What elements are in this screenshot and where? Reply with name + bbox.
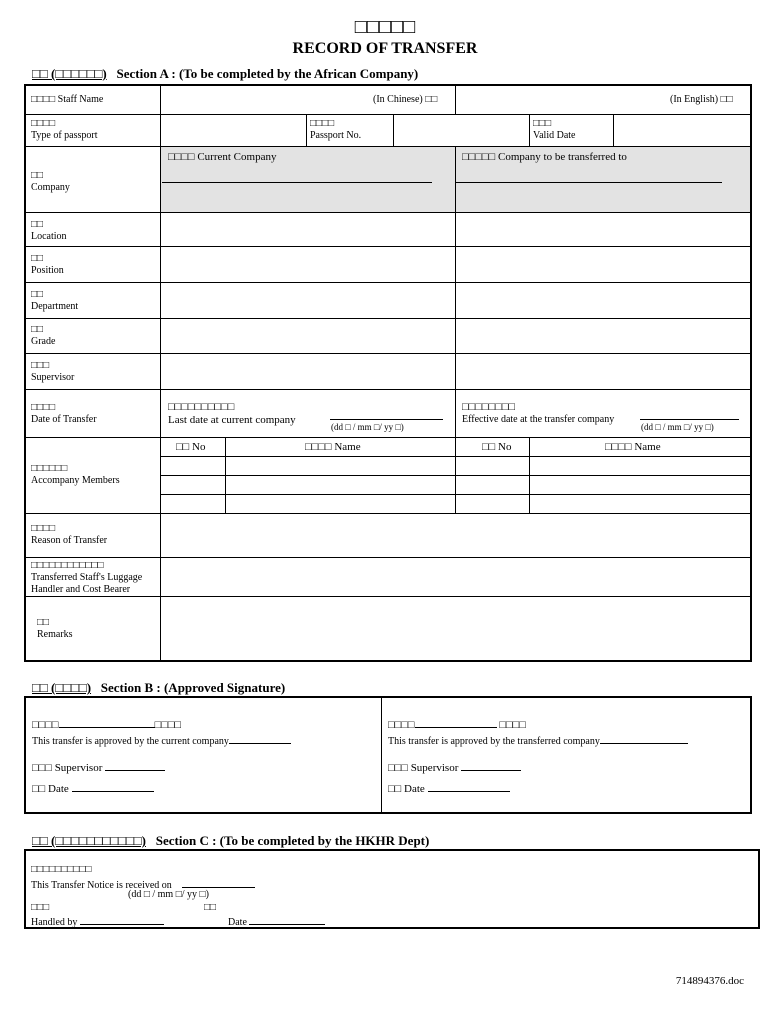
accompany-members-label: □□□□□□ Accompany Members <box>31 463 120 486</box>
passport-type-label: □□□□ Type of passport <box>31 118 98 141</box>
last-date-format: (dd □ / mm □/ yy □) <box>331 422 404 432</box>
approve-current-en: This transfer is approved by the current company <box>32 733 291 748</box>
effective-date-line[interactable] <box>640 419 739 420</box>
effective-date-label: □□□□□□□□ Effective date at the transfer company <box>462 401 615 425</box>
luggage-label: □□□□□□□□□□□□ Transferred Staff's Luggage Handler and Cost Bearer <box>31 560 143 595</box>
form-title-en: RECORD OF TRANSFER <box>292 40 478 57</box>
section-b-box <box>24 696 752 814</box>
effective-date-format: (dd □ / mm □/ yy □) <box>641 422 714 432</box>
reason-label: □□□□ Reason of Transfer <box>31 523 108 546</box>
last-date-line[interactable] <box>330 419 443 420</box>
section-a-heading-en: Section A : (To be completed by the African Company) <box>116 66 419 81</box>
current-company-line[interactable] <box>162 182 432 183</box>
received-en[interactable]: This Transfer Notice is received on <box>31 877 255 892</box>
staff-name-label: □□□□ Staff Name <box>31 94 104 105</box>
valid-date-label: □□□ Valid Date <box>533 118 576 141</box>
company-label: □□ Company <box>31 170 70 193</box>
transfer-company-line[interactable] <box>456 182 722 183</box>
remarks-label: □□ Remarks <box>37 617 73 640</box>
accompany-name-header-left: □□□□ Name <box>305 441 361 453</box>
approve-current-cn: □□□□ □□□□ <box>32 719 182 731</box>
in-english-label: (In English) □□ <box>670 94 733 105</box>
accompany-no-header-right: □□ No <box>482 441 512 453</box>
department-label: □□ Department <box>31 289 79 312</box>
form-title-cn: □□□□□ <box>354 16 416 38</box>
footer-filename: 714894376.doc <box>675 975 744 987</box>
position-label: □□ Position <box>31 253 64 276</box>
location-label: □□ Location <box>31 219 67 242</box>
accompany-name-header-right: □□□□ Name <box>605 441 661 453</box>
approve-transferred-en: This transfer is approved by the transferred company <box>388 733 688 748</box>
section-b-heading: □□ (□□□□) Section B : (Approved Signature) <box>32 680 286 695</box>
received-date-format: (dd □ / mm □/ yy □) <box>128 889 209 900</box>
date-of-transfer-label: □□□□ Date of Transfer <box>31 402 97 425</box>
date-sign-left[interactable]: □□ Date <box>32 781 154 796</box>
passport-no-label: □□□□ Passport No. <box>310 118 362 141</box>
accompany-no-header-left: □□ No <box>176 441 206 453</box>
grade-label: □□ Grade <box>31 324 56 347</box>
section-a-heading-cn: □□ (□□□□□□) <box>32 66 107 81</box>
in-chinese-label: (In Chinese) □□ <box>373 94 438 105</box>
section-c-heading: □□ (□□□□□□□□□□□) Section C : (To be completed by the HKHR Dept) <box>32 833 430 848</box>
transfer-company-label: □□□□□ Company to be transferred to <box>462 151 627 163</box>
approve-transferred-cn: □□□□ □□□□ <box>388 719 526 731</box>
last-date-label: □□□□□□□□□□ Last date at current company <box>168 401 296 426</box>
received-cn: □□□□□□□□□□ <box>31 864 92 875</box>
section-a-heading <box>32 66 418 82</box>
supervisor-sign-left[interactable]: □□□ Supervisor <box>32 760 165 775</box>
supervisor-sign-right[interactable]: □□□ Supervisor <box>388 760 521 775</box>
handled-date-label[interactable]: □□ Date <box>204 902 325 929</box>
supervisor-label: □□□ Supervisor <box>31 360 75 383</box>
handled-by-label[interactable]: □□□ Handled by <box>31 902 164 929</box>
current-company-label: □□□□ Current Company <box>168 151 277 163</box>
date-sign-right[interactable]: □□ Date <box>388 781 510 796</box>
